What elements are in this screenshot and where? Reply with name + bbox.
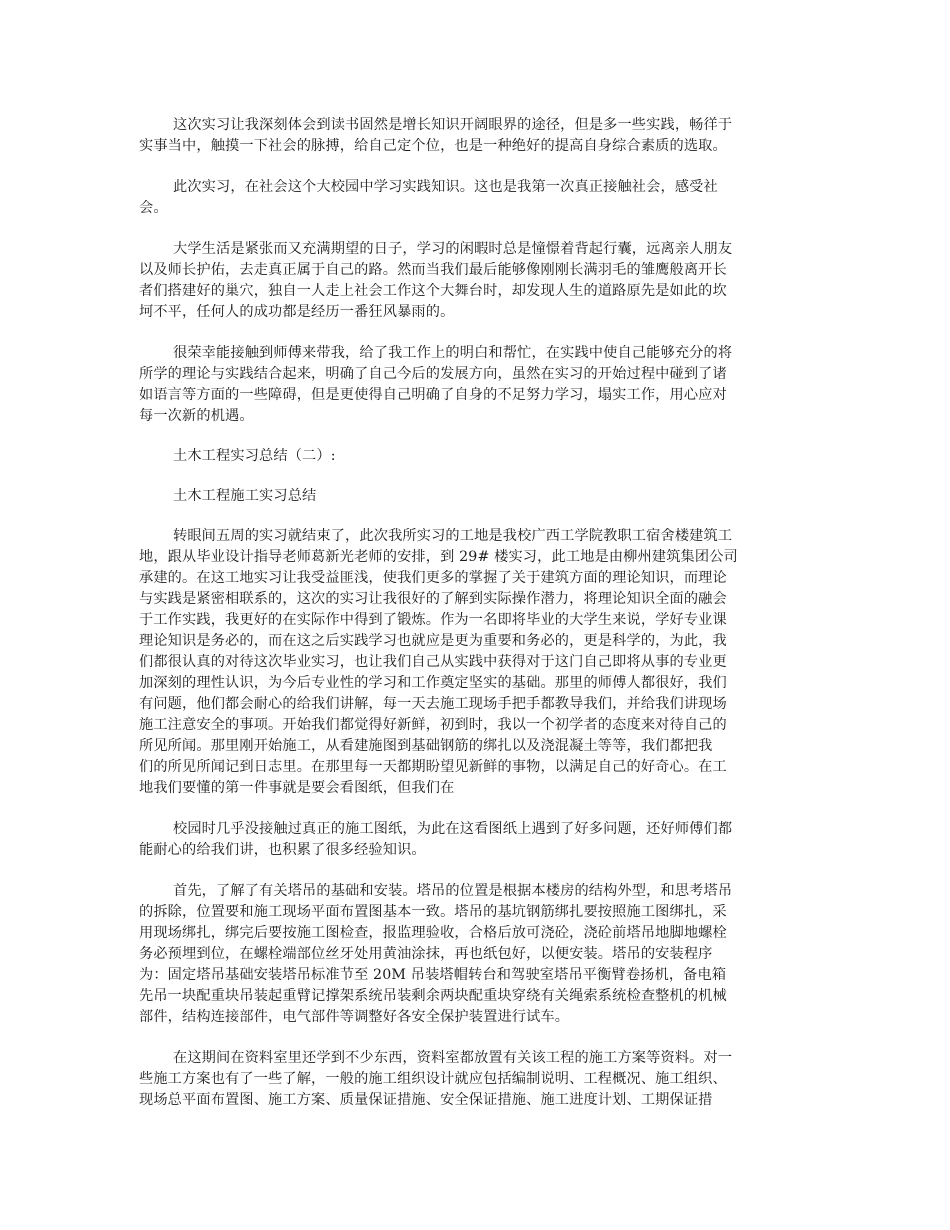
text-line: 每一次新的机遇。 xyxy=(139,408,254,424)
text-line: 如语言等方面的一些障碍，但是更使得自己明确了自身的不足努力学习，塌实工作，用心应对 xyxy=(139,387,727,403)
text-line: 为：固定塔吊基础安装塔吊标准节至 20M 吊装塔帽转台和驾驶室塔吊平衡臂卷扬机，备电箱 xyxy=(139,967,727,983)
text-line: 地我们要懂的第一件事就是要会看图纸，但我们在 xyxy=(139,780,455,796)
section-heading: 土木工程实习总结（二）: xyxy=(173,448,336,464)
text-line: 有问题，他们都会耐心的给我们讲解，每一天去施工现场手把手都教导我们，并给我们讲现场 xyxy=(139,696,727,712)
text-line: 所见所闻。那里刚开始施工，从看建施图到基础钢筋的绑扎以及浇混凝土等等，我们都把我 xyxy=(139,738,713,754)
text-line: 们的所见所闻记到日志里。在那里每一天都期盼望见新鲜的事物，以满足自己的好奇心。在工 xyxy=(139,759,727,775)
text-line: 坷不平，任何人的成功都是经历一番狂风暴雨的。 xyxy=(139,304,455,320)
text-line: 大学生活是紧张而又充满期望的日子，学习的闲暇时总是憧憬着背起行囊，远离亲人朋友 xyxy=(173,241,733,257)
text-line: 很荣幸能接触到师傅来带我，给了我工作上的明白和帮忙，在实践中使自己能够充分的将 xyxy=(173,345,733,361)
text-line: 所学的理论与实践结合起来，明确了自己今后的发展方向，虽然在实习的开始过程中碰到了诸 xyxy=(139,366,727,382)
section-heading: 土木工程施工实习总结 xyxy=(173,488,317,504)
text-line: 校园时几乎没接触过真正的施工图纸，为此在这看图纸上遇到了好多问题，还好师傅们都 xyxy=(173,821,733,837)
text-line: 在这期间在资料室里还学到不少东西，资料室都放置有关该工程的施工方案等资料。对一 xyxy=(173,1050,733,1066)
text-line: 们都很认真的对待这次毕业实习，也让我们自己从实践中获得对于这门自己即将从事的专业更 xyxy=(139,654,727,670)
text-line: 这次实习让我深刻体会到读书固然是增长知识开阔眼界的途径，但是多一些实践，畅徉于 xyxy=(173,117,733,133)
text-line: 承建的。在这工地实习让我受益匪浅，使我们更多的掌握了关于建筑方面的理论知识，而理论 xyxy=(139,570,727,586)
text-line: 转眼间五周的实习就结束了，此次我所实习的工地是我校广西工学院教职工宿舍楼建筑工 xyxy=(173,528,733,544)
text-line: 首先，了解了有关塔吊的基础和安装。塔吊的位置是根据本楼房的结构外型，和思考塔吊 xyxy=(173,883,733,899)
text-line: 施工注意安全的事项。开始我们都觉得好新鲜，初到时，我以一个初学者的态度来对待自己的 xyxy=(139,717,727,733)
text-line: 先吊一块配重块吊装起重臂记撑架系统吊装剩余两块配重块穿绕有关绳索系统检查整机的机械 xyxy=(139,988,727,1004)
text-line: 部件，结构连接部件，电气部件等调整好各安全保护装置进行试车。 xyxy=(139,1009,570,1025)
text-line: 者们搭建好的巢穴，独自一人走上社会工作这个大舞台时，却发现人生的道路原先是如此的坎 xyxy=(139,283,727,299)
text-line: 能耐心的给我们讲，也积累了很多经验知识。 xyxy=(139,842,426,858)
text-line: 的拆除，位置要和施工现场平面布置图基本一致。塔吊的基坑钢筋绑扎要按照施工图绑扎，采 xyxy=(139,904,727,920)
text-line: 现场总平面布置图、施工方案、质量保证措施、安全保证措施、施工进度计划、工期保证措 xyxy=(139,1092,713,1108)
text-line: 此次实习，在社会这个大校园中学习实践知识。这也是我第一次真正接触社会，感受社 xyxy=(173,179,718,195)
text-line: 用现场绑扎，绑完后要按施工图检查，报监理验收，合格后放可浇砼，浇砼前塔吊地脚地螺栓 xyxy=(139,925,727,941)
text-line: 于工作实践，我更好的在实际作中得到了锻炼。作为一名即将毕业的大学生来说，学好专业课 xyxy=(139,612,727,628)
text-line: 地，跟从毕业设计指导老师葛新光老师的安排，到 29# 楼实习，此工地是由柳州建筑集团公司 xyxy=(139,549,738,565)
text-line: 会。 xyxy=(139,200,168,216)
text-line: 与实践是紧密相联系的，这次的实习让我很好的了解到实际操作潜力，将理论知识全面的融会 xyxy=(139,591,727,607)
text-line: 务必预埋到位，在螺栓端部位丝牙处用黄油涂抹，再也纸包好，以便安装。塔吊的安装程序 xyxy=(139,946,713,962)
text-line: 以及师长护佑，去走真正属于自己的路。然而当我们最后能够像刚刚长满羽毛的雏鹰般离开长 xyxy=(139,262,727,278)
text-line: 理论知识是务必的，而在这之后实践学习也就应是更为重要和务必的，更是科学的，为此，我 xyxy=(139,633,727,649)
text-line: 些施工方案也有了一些了解，一般的施工组织设计就应包括编制说明、工程概况、施工组织、 xyxy=(139,1071,727,1087)
text-line: 实事当中，触摸一下社会的脉搏，给自己定个位，也是一种绝好的提高自身综合素质的选取。 xyxy=(139,138,727,154)
text-line: 加深刻的理性认识，为今后专业性的学习和工作奠定坚实的基础。那里的师傅人都很好，我们 xyxy=(139,675,727,691)
